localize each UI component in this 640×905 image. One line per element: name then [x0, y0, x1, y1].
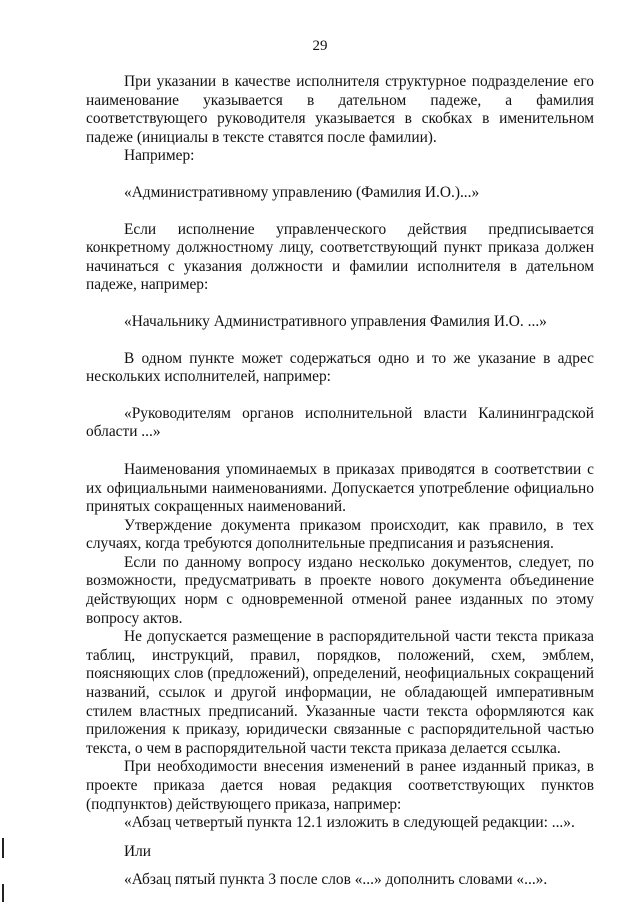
- page-number: 29: [312, 38, 328, 54]
- paragraph: Не допускается размещение в распорядительной части текста приказа таблиц, инструкций, правил, порядков, положений, схем, эмблем, поясняющих слов (предложений), определений, неофициальных сокращений названий, ссылок и другой информации, не обладающей императивным стилем властных предписаний. Указанные части текста оформляются как приложения к приказу, юридически связанные с распорядительной частью текста, о чем в распорядительной части текста приказа делается ссылка.: [86, 628, 594, 757]
- example-text: «Абзац пятый пункта 3 после слов «...» дополнить словами «...».: [124, 871, 548, 889]
- scan-edge-mark: [2, 838, 4, 858]
- paragraph: В одном пункте может содержаться одно и то же указание в адрес нескольких исполнителей, например:: [86, 349, 594, 386]
- paragraph: Если исполнение управленческого действия предписывается конкретному должностному лицу, соответствующий пункт приказа должен начинаться с указания должности и фамилии исполнителя в дательном падеже, например:: [86, 220, 594, 294]
- example-text: «Абзац четвертый пункта 12.1 изложить в следующей редакции: ...».: [124, 814, 575, 832]
- paragraph: Утверждение документа приказом происходит, как правило, в тех случаях, когда требуются дополнительные предписания и разъяснения.: [86, 516, 594, 553]
- paragraph: Наименования упоминаемых в приказах приводятся в соответствии с их официальными наименованиями. Допускается употребление официально принятых сокращенных наименований.: [86, 460, 594, 516]
- example-text: «Руководителям органов исполнительной власти Калининградской области ...»: [86, 404, 594, 441]
- paragraph: Например:: [124, 147, 195, 165]
- paragraph: При указании в качестве исполнителя структурное подразделение его наименование указывается в дательном падеже, а фамилия соответствующего руководителя указывается в скобках в именительном падеже (инициалы в тексте ставятся после фамилии).: [86, 73, 594, 146]
- paragraph: При необходимости внесения изменений в ранее изданный приказ, в проекте приказа дается новая редакция соответствующих пунктов (подпунктов) действующего приказа, например:: [86, 758, 594, 813]
- document-body: [86, 73, 594, 890]
- example-text: «Начальнику Административного управления Фамилия И.О. ...»: [124, 312, 547, 330]
- paragraph: Если по данному вопросу издано несколько документов, следует, по возможности, предусматривать в проекте нового документа объединение действующих норм с одновременной отменой ранее изданных по этому вопросу актов.: [86, 553, 594, 627]
- scan-edge-mark: [2, 884, 4, 902]
- example-text: «Административному управлению (Фамилия И.О.)...»: [124, 183, 480, 201]
- or-separator: Или: [124, 842, 152, 860]
